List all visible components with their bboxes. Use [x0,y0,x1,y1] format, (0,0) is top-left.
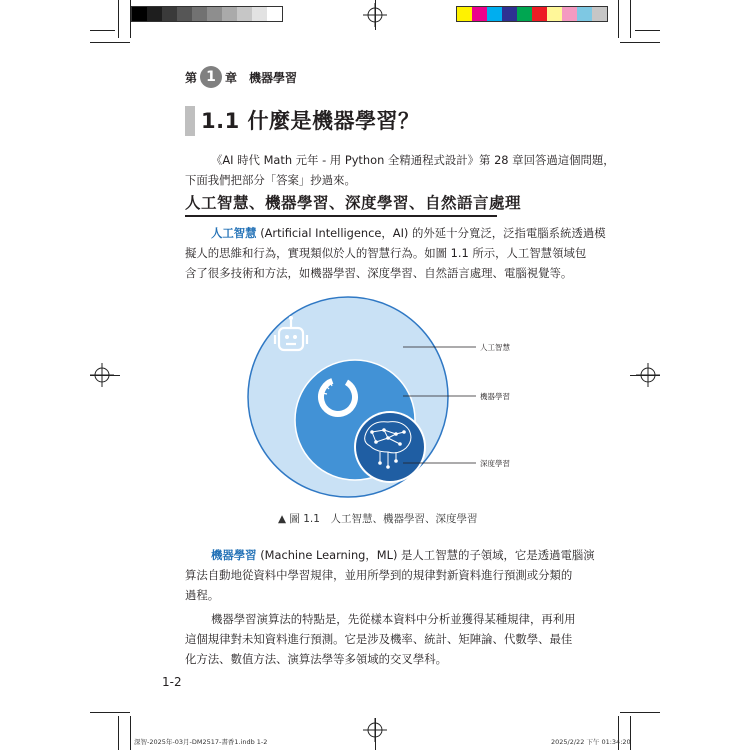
ai-label: 人工智慧 [480,343,510,352]
intro-line-1: 《AI 時代 Math 元年 - 用 Python 全精通程式設計》第 28 章回答過這個問題， [211,153,615,167]
ml2-paragraph-line-2: 這個規律對未知資料進行預測。它是涉及機率、統計、矩陣論、代數學、最佳 [185,632,573,646]
ml-line1-text: (Machine Learning，ML) 是人工智慧的子領域，它是透過電腦演 [256,548,595,562]
ml-label: 機器學習 [480,392,510,401]
ml-paragraph-line-1 [211,545,595,565]
intro-line-2: 下面我們把部分「答案」抄過來。 [185,173,356,187]
dl-label: 深度學習 [480,459,510,468]
ml2-paragraph-line-1: 機器學習演算法的特點是，先從樣本資料中分析並獲得某種規律，再利用 [211,612,576,626]
chapter-number-badge: 1 [200,66,222,88]
subsection-title: 人工智慧、機器學習、深度學習、自然語言處理 [185,194,522,212]
ml-keyword: 機器學習 [211,548,257,562]
print-file-info: 深智-2025年-03月-DM2517-書香1.indb 1-2 [134,738,268,746]
ml2-paragraph-line-3: 化方法、數值方法、演算法學等多領域的交叉學科。 [185,652,447,666]
print-timestamp: 2025/2/22 下午 01:34:20 [551,738,631,746]
chapter-prefix: 第 [185,70,198,85]
figure-caption: ▲ 圖 1.1 人工智慧、機器學習、深度學習 [278,513,478,525]
section-title: 1.1 什麼是機器學習？ [201,109,420,133]
ai-line1-text: (Artificial Intelligence，AI) 的外延十分寬泛，泛指電腦系統透過模 [256,226,606,240]
ai-paragraph-line-2: 擬人的思維和行為，實現類似於人的智慧行為。如圖 1.1 所示，人工智慧領域包 [185,246,587,260]
ai-keyword: 人工智慧 [211,226,257,240]
ai-paragraph-line-3: 含了很多技術和方法，如機器學習、深度學習、自然語言處理、電腦視覺等。 [185,266,573,280]
page-number: 1-2 [162,675,182,689]
chapter-title: 機器學習 [249,70,298,85]
ml-paragraph-line-2: 算法自動地從資料中學習規律，並用所學到的規律對新資料進行預測或分類的 [185,568,573,582]
ml-paragraph-line-3: 過程。 [185,588,220,602]
chapter-suffix: 章 [225,70,238,85]
dl-circle [356,413,424,481]
